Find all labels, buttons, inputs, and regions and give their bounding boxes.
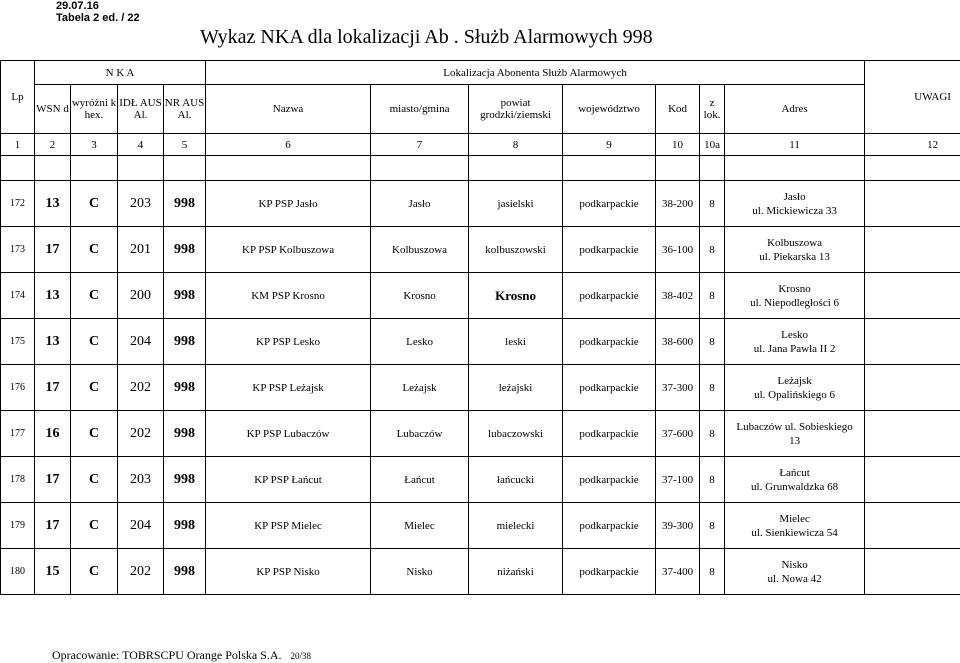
idl-cell: 202 <box>118 411 164 457</box>
table-row <box>1 319 960 365</box>
idl-cell: 200 <box>118 273 164 319</box>
wsn-cell: 13 <box>35 181 71 227</box>
address-line-1: Kolbuszowa <box>725 236 864 250</box>
page-title: Wykaz NKA dla lokalizacji Ab . Służb Alarmowych 998 <box>200 26 653 49</box>
lp: 176 <box>1 365 35 411</box>
address-line-1: Krosno <box>725 282 864 296</box>
powiat-cell: niżański <box>469 549 563 595</box>
idl-cell: 201 <box>118 227 164 273</box>
idl-cell: 203 <box>118 181 164 227</box>
adres-cell <box>725 503 865 549</box>
address-line-1: Mielec <box>725 512 864 526</box>
wsn-cell: 17 <box>35 365 71 411</box>
col-header-wyrozni: wyróżni k hex. <box>71 85 118 134</box>
hex-cell: C <box>71 365 118 411</box>
adres-cell <box>725 457 865 503</box>
miasto-cell: Leżajsk <box>371 365 469 411</box>
address-line-1: Jasło <box>725 190 864 204</box>
hex-cell: C <box>71 457 118 503</box>
address-line-2: ul. Opalińskiego 6 <box>725 388 864 402</box>
miasto-cell: Lubaczów <box>371 411 469 457</box>
nr-aus-cell: 998 <box>164 411 206 457</box>
address-line-1: Lesko <box>725 328 864 342</box>
hex-cell: C <box>71 273 118 319</box>
nazwa-cell: KP PSP Lesko <box>206 319 371 365</box>
col-number: 2 <box>35 134 71 156</box>
page-number: 20/38 <box>291 651 312 661</box>
adres-cell <box>725 411 865 457</box>
z-lok-cell: 8 <box>700 273 725 319</box>
nazwa-cell: KP PSP Lubaczów <box>206 411 371 457</box>
wsn-cell: 17 <box>35 227 71 273</box>
table-row <box>1 549 960 595</box>
powiat-cell: jasielski <box>469 181 563 227</box>
hex-cell: C <box>71 549 118 595</box>
col-number: 12 <box>865 134 960 156</box>
col-number: 3 <box>71 134 118 156</box>
wsn-cell: 17 <box>35 503 71 549</box>
adres-cell <box>725 273 865 319</box>
nazwa-cell: KP PSP Łańcut <box>206 457 371 503</box>
table-row <box>1 503 960 549</box>
kod-cell: 37-100 <box>656 457 700 503</box>
miasto-cell: Nisko <box>371 549 469 595</box>
z-lok-cell: 8 <box>700 365 725 411</box>
nazwa-cell: KP PSP Leżajsk <box>206 365 371 411</box>
powiat-cell: mielecki <box>469 503 563 549</box>
address-line-1: Lubaczów ul. Sobieskiego <box>725 420 864 434</box>
nr-aus-cell: 998 <box>164 319 206 365</box>
nazwa-cell: KP PSP Mielec <box>206 503 371 549</box>
wsn-cell: 15 <box>35 549 71 595</box>
col-header-lp: Lp <box>1 61 35 134</box>
column-numbers-row <box>1 134 960 156</box>
uwagi-cell <box>865 457 960 503</box>
wojewodztwo-cell: podkarpackie <box>563 227 656 273</box>
kod-cell: 36-100 <box>656 227 700 273</box>
powiat-cell: łańcucki <box>469 457 563 503</box>
idl-cell: 202 <box>118 549 164 595</box>
wojewodztwo-cell: podkarpackie <box>563 273 656 319</box>
powiat-cell: Krosno <box>469 273 563 319</box>
uwagi-cell <box>865 227 960 273</box>
kod-cell: 38-200 <box>656 181 700 227</box>
nr-aus-cell: 998 <box>164 549 206 595</box>
col-header-nazwa: Nazwa <box>206 85 371 134</box>
powiat-cell: lubaczowski <box>469 411 563 457</box>
powiat-cell: kolbuszowski <box>469 227 563 273</box>
lp: 175 <box>1 319 35 365</box>
nka-table <box>0 60 960 595</box>
nr-aus-cell: 998 <box>164 181 206 227</box>
col-number: 6 <box>206 134 371 156</box>
col-header-miasto: miasto/gmina <box>371 85 469 134</box>
col-header-powiat: powiat grodzki/ziemski <box>469 85 563 134</box>
hex-cell: C <box>71 411 118 457</box>
nr-aus-cell: 998 <box>164 227 206 273</box>
address-line-1: Nisko <box>725 558 864 572</box>
table-row <box>1 227 960 273</box>
col-header-wsn: WSN d <box>35 85 71 134</box>
miasto-cell: Kolbuszowa <box>371 227 469 273</box>
nazwa-cell: KP PSP Kolbuszowa <box>206 227 371 273</box>
nr-aus-cell: 998 <box>164 503 206 549</box>
address-line-2: ul. Sienkiewicza 54 <box>725 526 864 540</box>
lp: 179 <box>1 503 35 549</box>
address-line-2: ul. Grunwaldzka 68 <box>725 480 864 494</box>
kod-cell: 37-400 <box>656 549 700 595</box>
hex-cell: C <box>71 503 118 549</box>
z-lok-cell: 8 <box>700 549 725 595</box>
z-lok-cell: 8 <box>700 227 725 273</box>
table-row <box>1 181 960 227</box>
z-lok-cell: 8 <box>700 411 725 457</box>
adres-cell <box>725 227 865 273</box>
wojewodztwo-cell: podkarpackie <box>563 181 656 227</box>
col-number: 7 <box>371 134 469 156</box>
miasto-cell: Mielec <box>371 503 469 549</box>
wsn-cell: 13 <box>35 319 71 365</box>
adres-cell <box>725 365 865 411</box>
table-row <box>1 365 960 411</box>
lp: 172 <box>1 181 35 227</box>
hex-cell: C <box>71 227 118 273</box>
miasto-cell: Łańcut <box>371 457 469 503</box>
footer-prepared-by: Opracowanie: TOBRSCPU Orange Polska S.A. <box>52 648 282 662</box>
address-line-2: ul. Nowa 42 <box>725 572 864 586</box>
address-line-2: ul. Jana Pawła II 2 <box>725 342 864 356</box>
address-line-2: 13 <box>725 434 864 448</box>
adres-cell <box>725 181 865 227</box>
document-date: 29.07.16 <box>56 0 140 12</box>
wojewodztwo-cell: podkarpackie <box>563 319 656 365</box>
z-lok-cell: 8 <box>700 181 725 227</box>
wsn-cell: 17 <box>35 457 71 503</box>
miasto-cell: Jasło <box>371 181 469 227</box>
z-lok-cell: 8 <box>700 503 725 549</box>
nr-aus-cell: 998 <box>164 457 206 503</box>
adres-cell <box>725 549 865 595</box>
address-line-2: ul. Niepodległości 6 <box>725 296 864 310</box>
miasto-cell: Krosno <box>371 273 469 319</box>
nazwa-cell: KP PSP Jasło <box>206 181 371 227</box>
table-row <box>1 457 960 503</box>
nr-aus-cell: 998 <box>164 273 206 319</box>
address-line-1: Łańcut <box>725 466 864 480</box>
col-number: 11 <box>725 134 865 156</box>
uwagi-cell <box>865 411 960 457</box>
wsn-cell: 16 <box>35 411 71 457</box>
kod-cell: 39-300 <box>656 503 700 549</box>
col-number: 5 <box>164 134 206 156</box>
kod-cell: 37-300 <box>656 365 700 411</box>
footer <box>52 648 311 663</box>
wojewodztwo-cell: podkarpackie <box>563 503 656 549</box>
lp: 174 <box>1 273 35 319</box>
uwagi-cell <box>865 181 960 227</box>
col-header-wojewodztwo: województwo <box>563 85 656 134</box>
idl-cell: 203 <box>118 457 164 503</box>
hex-cell: C <box>71 181 118 227</box>
col-number: 1 <box>1 134 35 156</box>
address-line-1: Leżajsk <box>725 374 864 388</box>
col-number: 4 <box>118 134 164 156</box>
nr-aus-cell: 998 <box>164 365 206 411</box>
header-info <box>56 0 140 24</box>
adres-cell <box>725 319 865 365</box>
address-line-2: ul. Mickiewicza 33 <box>725 204 864 218</box>
z-lok-cell: 8 <box>700 319 725 365</box>
address-line-2: ul. Piekarska 13 <box>725 250 864 264</box>
nazwa-cell: KP PSP Nisko <box>206 549 371 595</box>
hex-cell: C <box>71 319 118 365</box>
kod-cell: 37-600 <box>656 411 700 457</box>
wojewodztwo-cell: podkarpackie <box>563 549 656 595</box>
uwagi-cell <box>865 273 960 319</box>
uwagi-cell <box>865 503 960 549</box>
col-group-nka: N K A <box>35 61 206 85</box>
col-header-kod: Kod <box>656 85 700 134</box>
col-header-idl: IDŁ AUS Al. <box>118 85 164 134</box>
table-row <box>1 273 960 319</box>
wojewodztwo-cell: podkarpackie <box>563 365 656 411</box>
col-number: 10a <box>700 134 725 156</box>
nazwa-cell: KM PSP Krosno <box>206 273 371 319</box>
lp: 180 <box>1 549 35 595</box>
lp: 177 <box>1 411 35 457</box>
spacer-row <box>1 156 960 181</box>
idl-cell: 202 <box>118 365 164 411</box>
uwagi-cell <box>865 319 960 365</box>
idl-cell: 204 <box>118 503 164 549</box>
col-header-z-lok: z lok. <box>700 85 725 134</box>
lp: 178 <box>1 457 35 503</box>
z-lok-cell: 8 <box>700 457 725 503</box>
col-number: 8 <box>469 134 563 156</box>
col-header-nr-aus: NR AUS Al. <box>164 85 206 134</box>
kod-cell: 38-402 <box>656 273 700 319</box>
uwagi-cell <box>865 365 960 411</box>
powiat-cell: leżajski <box>469 365 563 411</box>
wsn-cell: 13 <box>35 273 71 319</box>
table-row <box>1 411 960 457</box>
wojewodztwo-cell: podkarpackie <box>563 411 656 457</box>
lp: 173 <box>1 227 35 273</box>
uwagi-cell <box>865 549 960 595</box>
col-number: 10 <box>656 134 700 156</box>
col-header-uwagi: UWAGI <box>865 61 960 134</box>
table-label: Tabela 2 ed. / 22 <box>56 12 140 24</box>
col-number: 9 <box>563 134 656 156</box>
idl-cell: 204 <box>118 319 164 365</box>
powiat-cell: leski <box>469 319 563 365</box>
miasto-cell: Lesko <box>371 319 469 365</box>
kod-cell: 38-600 <box>656 319 700 365</box>
col-header-adres: Adres <box>725 85 865 134</box>
col-group-lokalizacja: Lokalizacja Abonenta Służb Alarmowych <box>206 61 865 85</box>
wojewodztwo-cell: podkarpackie <box>563 457 656 503</box>
